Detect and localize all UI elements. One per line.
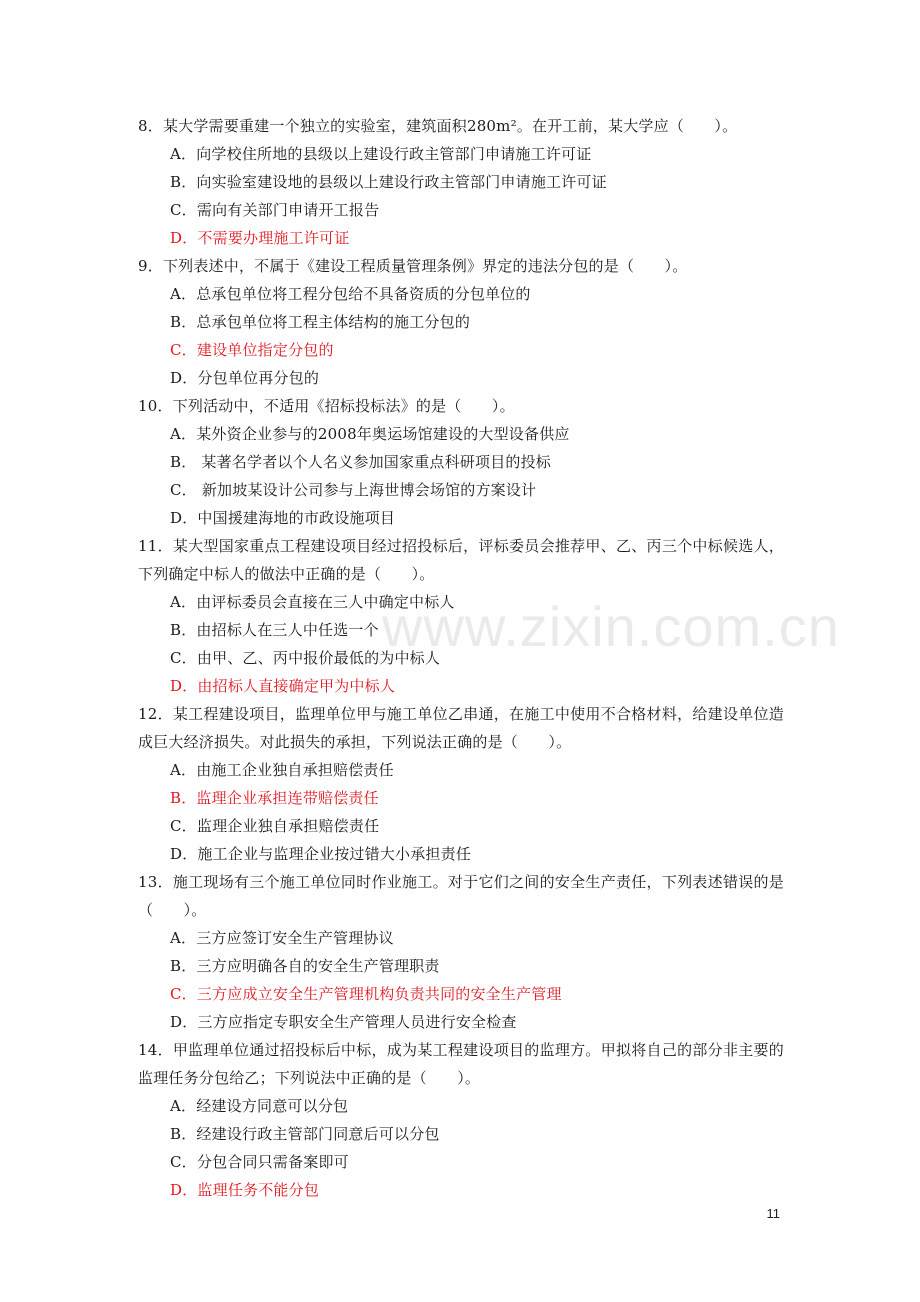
option-d: D．三方应指定专职安全生产管理人员进行安全检查: [170, 1013, 517, 1031]
option-a: A．某外资企业参与的2008年奥运场馆建设的大型设备供应: [170, 425, 570, 443]
question-stem: 14．甲监理单位通过招投标后中标，成为某工程建设项目的监理方。甲拟将自己的部分非主要的监理任务分包给乙；下列说法中正确的是（ ）。: [138, 1041, 784, 1087]
option-c: C． 新加坡某设计公司参与上海世博会场馆的方案设计: [170, 481, 537, 499]
option-d: D．施工企业与监理企业按过错大小承担责任: [170, 845, 472, 863]
question-stem: 9．下列表述中，不属于《建设工程质量管理条例》界定的违法分包的是（ ）。: [138, 257, 688, 275]
question-stem: 8．某大学需要重建一个独立的实验室，建筑面积280m²。在开工前，某大学应（ ）。: [138, 117, 738, 135]
question-list: [138, 112, 784, 1204]
option-d: D．分包单位再分包的: [170, 369, 320, 387]
option-a: A．三方应签订安全生产管理协议: [170, 929, 394, 947]
option-a: A．总承包单位将工程分包给不具备资质的分包单位的: [170, 285, 531, 303]
question-stem: 13．施工现场有三个施工单位同时作业施工。对于它们之间的安全生产责任，下列表述错误的是（ ）。: [138, 873, 784, 919]
watermark: www.zixin.com.cn: [382, 595, 840, 658]
option-a: A．由施工企业独自承担赔偿责任: [170, 761, 394, 779]
option-c-correct: C．建设单位指定分包的: [170, 341, 334, 359]
option-d: D．中国援建海地的市政设施项目: [170, 509, 396, 527]
option-c: C．需向有关部门申请开工报告: [170, 201, 380, 219]
option-c: C．分包合同只需备案即可: [170, 1153, 349, 1171]
question-11: [138, 532, 784, 700]
question-9: [138, 252, 784, 392]
option-b: B．经建设行政主管部门同意后可以分包: [170, 1125, 440, 1143]
question-13: [138, 868, 784, 1036]
option-c: C．监理企业独自承担赔偿责任: [170, 817, 380, 835]
page-number: 11: [766, 1206, 780, 1221]
option-d-correct: D．监理任务不能分包: [170, 1181, 320, 1199]
option-c-correct: C．三方应成立安全生产管理机构负责共同的安全生产管理: [170, 985, 562, 1003]
option-b-correct: B．监理企业承担连带赔偿责任: [170, 789, 379, 807]
option-b: B．向实验室建设地的县级以上建设行政主管部门申请施工许可证: [170, 173, 607, 191]
option-a: A．向学校住所地的县级以上建设行政主管部门申请施工许可证: [170, 145, 592, 163]
option-d-correct: D．由招标人直接确定甲为中标人: [170, 677, 396, 695]
option-b: B．三方应明确各自的安全生产管理职责: [170, 957, 440, 975]
option-c: C．由甲、乙、丙中报价最低的为中标人: [170, 649, 441, 667]
option-b: B．由招标人在三人中任选一个: [170, 621, 379, 639]
question-10: [138, 392, 784, 532]
option-d-correct: D．不需要办理施工许可证: [170, 229, 350, 247]
question-12: [138, 700, 784, 868]
question-stem: 10．下列活动中，不适用《招标投标法》的是（ ）。: [138, 397, 515, 415]
option-a: A．由评标委员会直接在三人中确定中标人: [170, 593, 455, 611]
question-14: [138, 1036, 784, 1204]
option-b: B． 某著名学者以个人名义参加国家重点科研项目的投标: [170, 453, 551, 471]
question-8: [138, 112, 784, 252]
question-stem: 11．某大型国家重点工程建设项目经过招投标后，评标委员会推荐甲、乙、丙三个中标候选人，下列确定中标人的做法中正确的是（ ）。: [138, 537, 784, 583]
option-b: B．总承包单位将工程主体结构的施工分包的: [170, 313, 471, 331]
question-stem: 12．某工程建设项目，监理单位甲与施工单位乙串通，在施工中使用不合格材料，给建设单位造成巨大经济损失。对此损失的承担，下列说法正确的是（ ）。: [138, 705, 784, 751]
option-a: A．经建设方同意可以分包: [170, 1097, 349, 1115]
